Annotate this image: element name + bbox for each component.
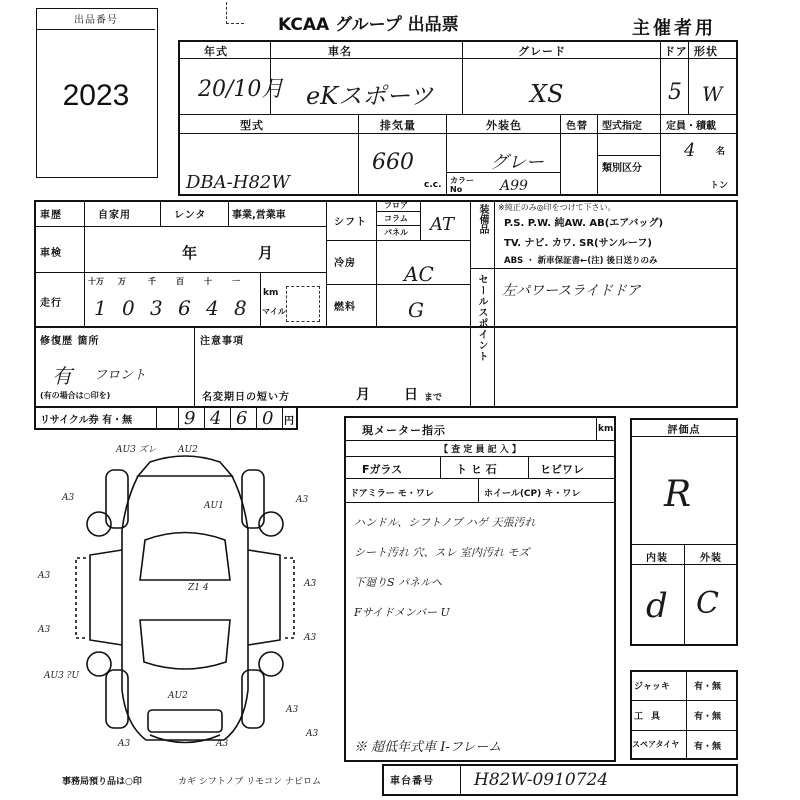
mileage-digit: 4 [206,296,219,320]
fuel-value: G [408,298,424,322]
equipment-line-2[interactable]: TV. ナビ. カワ. SR(サンルーフ) [504,238,652,249]
damage-mark: AU3 ?U [44,671,80,681]
tool-kit-label: 工具 [634,712,669,722]
damage-mark: A3 [62,493,75,503]
lot-label: 出品番号 [74,15,118,26]
lot-box [36,8,158,178]
shape-value: W [702,82,723,106]
cooling-label: 冷房 [334,258,356,269]
mileage-unit: 万 [118,277,126,286]
recycle-digits [178,406,282,430]
glass-label: Fガラス [362,463,403,476]
recycle-digit: 0 [262,408,274,429]
recycle-label: リサイクル券 有・無 [40,415,133,426]
repair-detail: フロント [94,368,147,383]
tool-jack-label: ジャッキ [634,682,670,692]
damage-mark: A3 [306,729,319,739]
grade-value: R [664,474,692,515]
mileage-digit: 1 [94,296,107,320]
car-label: 車名 [328,45,352,58]
repair-value: 有 [52,364,72,388]
inspection-label: 車検 [40,248,62,259]
load-unit: トン [710,181,729,191]
year-value: 20/10月 [198,77,284,102]
history-option-private[interactable]: 自家用 [98,210,131,221]
tool-kit-value[interactable]: 有・無 [694,712,722,722]
color-no-label: 色替 [566,121,588,132]
damage-mark: AU2 [178,445,198,455]
deadline-label: 名変期日の短い方 [202,392,290,403]
damage-mark: A3 [118,739,131,749]
inspection-month: 月 [258,244,275,262]
damage-mark: A3 [38,571,51,581]
sales-point-value: 左パワースライドドア [502,283,641,299]
car-damage-diagram [30,440,340,770]
chassis-label: 車台番号 [390,776,434,787]
grade-label: グレード [518,45,566,58]
glass-crack[interactable]: ヒビワレ [540,463,584,476]
meter-label: 現メーター指示 [362,424,446,437]
shift-value: AT [430,214,455,235]
mileage-unit: 十万 [88,277,104,286]
mileage-unit: 一 [232,277,240,286]
mileage-unit: 百 [176,277,184,286]
fuel-label: 燃料 [334,302,356,313]
history-option-business[interactable]: 事業,営業車 [232,210,286,221]
cooling-value: AC [404,262,434,286]
model-spec-label: 型式指定 [602,121,642,132]
exterior-label: 外装 [700,553,722,564]
class-label: 類別区分 [602,163,642,174]
mileage-box [286,286,320,322]
recycle-unit: 円 [284,416,294,427]
recycle-digit: 6 [236,408,248,429]
shape-label: 形状 [694,45,718,58]
ext-color-label: 外装色 [486,119,522,132]
shift-panel[interactable]: パネル [384,228,408,237]
car-value: eKスポーツ [306,82,434,110]
door-label: ドア [664,45,688,58]
recycle-digit: 4 [210,408,222,429]
door-value: 5 [668,80,682,105]
equipment-label-text: 装備品 [477,204,488,234]
lot-number: 2023 [62,79,130,112]
damage-mark: A3 [304,633,317,643]
header-organizer: 主催者用 [632,18,716,39]
grade-label: 評価点 [667,425,701,436]
mile-label: マイル [262,307,286,316]
inspector-comment: Fサイドメンバー U [354,606,450,619]
displacement-label: 排気量 [380,119,416,132]
mileage-digit: 3 [150,296,163,320]
displacement-value: 660 [372,150,414,175]
damage-mark: AU3 ズレ [116,445,157,455]
damage-mark: A3 [286,705,299,715]
shift-floor[interactable]: フロア [384,201,408,210]
mileage-digit: 0 [122,296,135,320]
interior-value: d [646,586,668,626]
inspector-comment: シート汚れ 穴、スレ 室内汚れ モズ [354,546,530,559]
equipment-line-1[interactable]: P.S. P.W. 純AW. AB(エアバッグ) [504,218,664,229]
equipment-line-3[interactable]: ABS ・ 新車保証書←(注) 後日送りのみ [504,256,658,266]
model-label: 型式 [240,119,264,132]
displacement-unit: c.c. [424,180,442,190]
office-items: カギ シフトノブ リモコン ナビロム [178,777,322,787]
repair-note: (有の場合は○印を) [40,391,111,400]
damage-mark: A3 [38,625,51,635]
km-label: km [263,288,279,298]
inspector-section-label: 【 査 定 員 記 入 】 [439,445,521,455]
capacity-label: 定員・積載 [666,121,716,132]
meter-unit: km [598,424,614,434]
damage-mark: A3 [296,495,309,505]
recycle-digit: 9 [184,408,196,429]
mileage-label: 走行 [40,298,62,309]
inspector-comment: ハンドル、シフトノブ ハゲ 天張汚れ [354,516,536,529]
notes-label: 注意事項 [200,336,244,347]
history-option-rental[interactable]: レンタ [174,210,207,221]
damage-mark: AU2 [168,691,188,701]
mirror-label[interactable]: ドアミラー モ・ワレ [350,489,434,499]
glass-options[interactable]: ト ヒ 石 [456,463,497,476]
tool-jack-value[interactable]: 有・無 [694,682,722,692]
mileage-digit: 6 [178,296,191,320]
damage-mark: A3 [216,739,229,749]
office-label: 事務局預り品は○印 [62,777,142,787]
capacity-unit: 名 [716,147,726,157]
shift-label: シフト [334,217,367,228]
exterior-value: C [696,586,719,621]
model-value: DBA-H82W [186,172,290,193]
capacity-value: 4 [684,140,696,161]
damage-mark: A3 [304,579,317,589]
sales-point-label-text: セールスポイント [476,274,487,362]
deadline-month: 月 [356,387,371,403]
wheel-label[interactable]: ホイール(CP) キ・ワレ [484,489,581,499]
color-no-value: A99 [500,178,528,194]
damage-mark: AU1 [204,501,224,511]
chassis-value: H82W-0910724 [474,770,609,790]
mileage-units [84,274,260,326]
equipment-note: ※純正のみ◎印をつけて下さい。 [498,203,616,212]
shift-column[interactable]: コラム [384,214,408,223]
interior-label: 内装 [646,553,668,564]
damage-mark: Z1 4 [188,583,209,593]
grade-value: XS [530,80,564,108]
header-title: KCAA グループ 出品票 [278,15,459,35]
color-no-prefix: カラーNo [450,176,474,194]
year-label: 年式 [204,45,228,58]
history-label: 車歴 [40,210,62,221]
inspection-year: 年 [182,244,199,262]
mileage-digit: 8 [234,296,247,320]
mileage-unit: 千 [148,277,156,286]
tool-spare-label: スペアタイヤ [632,740,680,749]
repair-label: 修復歴 箇所 [40,336,100,347]
inspector-footer-note: ※ 超低年式車 I-フレーム [354,740,502,755]
mileage-unit: 十 [204,277,212,286]
tool-spare-value[interactable]: 有・無 [694,742,722,752]
inspector-comment: 下廻りS パネルへ [354,576,443,589]
deadline-until: まで [424,393,443,403]
equipment-label [474,204,490,240]
top-marks [226,2,244,24]
deadline-day: 日 [404,387,419,403]
ext-color-value: グレー [490,152,544,173]
